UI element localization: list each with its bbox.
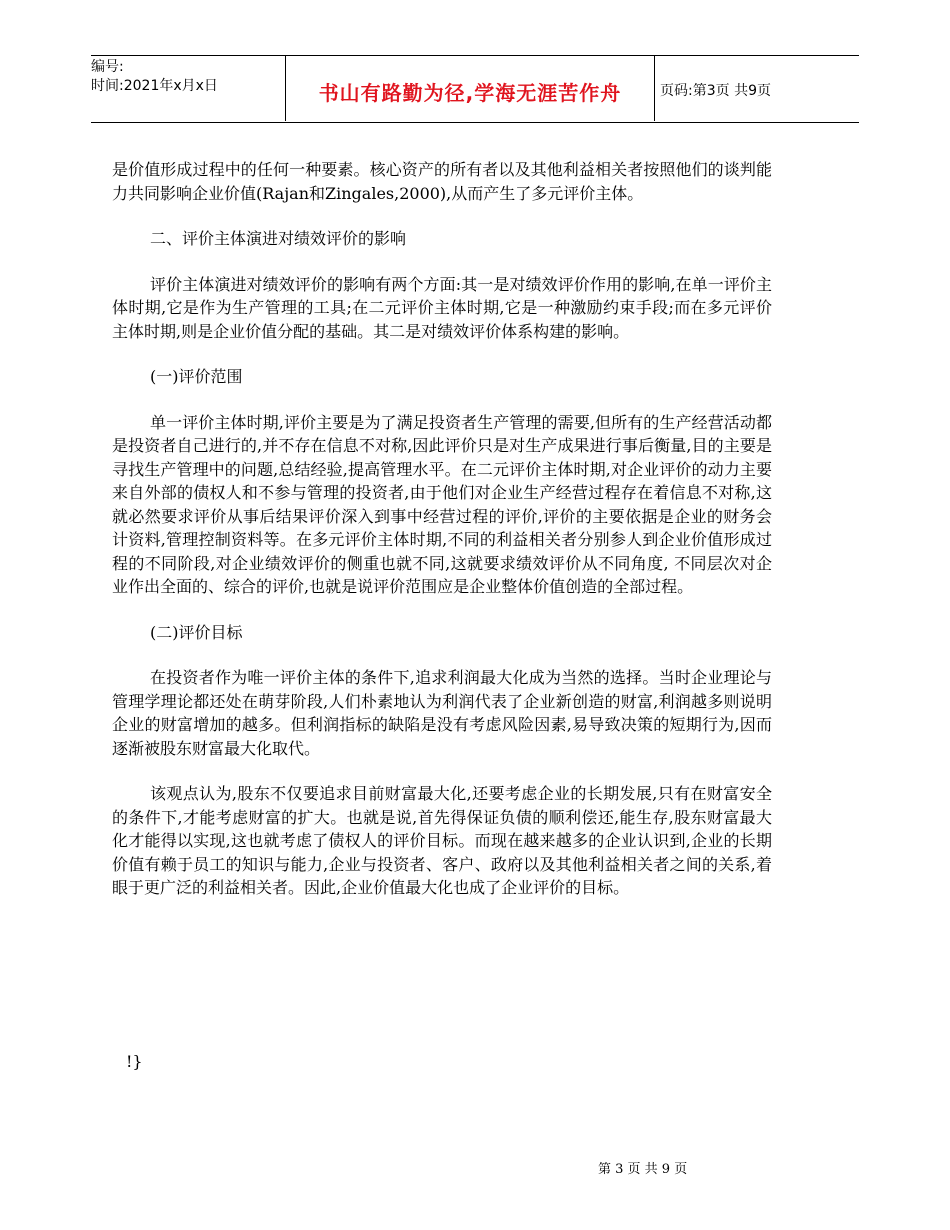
motto-box bbox=[285, 55, 655, 121]
paragraph-4: 在投资者作为唯一评价主体的条件下,追求利润最大化成为当然的选择。当时企业理论与管理学理论都还处在萌芽阶段,人们朴素地认为利润代表了企业新创造的财富,利润越多则说明企业的财富增加的越多。但利润指标的缺陷是没有考虑风险因素,易导致决策的短期行为,因而逐渐被股东财富最大化取代。 bbox=[112, 668, 772, 758]
paragraph-2: 评价主体演进对绩效评价的影响有两个方面:其一是对绩效评价作用的影响,在单一评价主体时期,它是作为生产管理的工具;在二元评价主体时期,它是一种激励约束手段;而在多元评价主体时期,则是企业价值分配的基础。其二是对绩效评价体系构建的影响。 bbox=[112, 274, 772, 341]
page-info: 页码:第3页 共9页 bbox=[660, 83, 771, 99]
subheading-goal: (二)评价目标 bbox=[150, 622, 243, 642]
section-heading-2: 二、评价主体演进对绩效评价的影响 bbox=[150, 229, 407, 248]
paragraph-5: 该观点认为,股东不仅要追求目前财富最大化,还要考虑企业的长期发展,只有在财富安全的条件下,才能考虑财富的扩大。也就是说,首先得保证负债的顺利偿还,能生存,股东财富最大化才能得以实现,这也就考虑了债权人的评价目标。而现在越来越多的企业认识到,企业的长期价值有赖于员工的知识与能力,企业与投资者、客户、政府以及其他利益相关者之间的关系,着眼于更广泛的利益相关者。因此,企业价值最大化也成了企业评价的目标。 bbox=[112, 784, 772, 897]
paragraph-1: 是价值形成过程中的任何一种要素。核心资产的所有者以及其他利益相关者按照他们的谈判能力共同影响企业价值(Rajan和Zingales,2000),从而产生了多元评价主体。 bbox=[112, 160, 772, 203]
code-label: 编号: bbox=[91, 59, 124, 75]
header-meta bbox=[91, 58, 281, 96]
time-label: 时间:2021年x月x日 bbox=[91, 78, 218, 94]
subheading-scope: (一)评价范围 bbox=[150, 367, 243, 386]
motto-text: 书山有路勤为径,学海无涯苦作舟 bbox=[318, 81, 622, 105]
document-body bbox=[112, 158, 772, 900]
paragraph-3: 单一评价主体时期,评价主要是为了满足投资者生产管理的需要,但所有的生产经营活动都是投资者自己进行的,并不存在信息不对称,因此评价只是对生产成果进行事后衡量,目的主要是寻找生产管理中的问题,总结经验,提高管理水平。在二元评价主体时期,对企业评价的动力主要来自外部的债权人和不参与管理的投资者,由于他们对企业生产经营过程存在着信息不对称,这就必然要求评价从事后结果评价深入到事中经营过程的评价,评价的主要依据是企业的财务会计资料,管理控制资料等。在多元评价主体时期,不同的利益相关者分别参人到企业价值形成过程的不同阶段,对企业绩效评价的侧重也就不同,这就要求绩效评价从不同角度, 不同层次对企业作出全面的、综合的评价,也就是说评价范围应是企业整体价值创造的全部过程。 bbox=[112, 412, 772, 596]
stray-mark: !} bbox=[126, 1052, 143, 1071]
page-footer: 第 3 页 共 9 页 bbox=[598, 1162, 688, 1177]
